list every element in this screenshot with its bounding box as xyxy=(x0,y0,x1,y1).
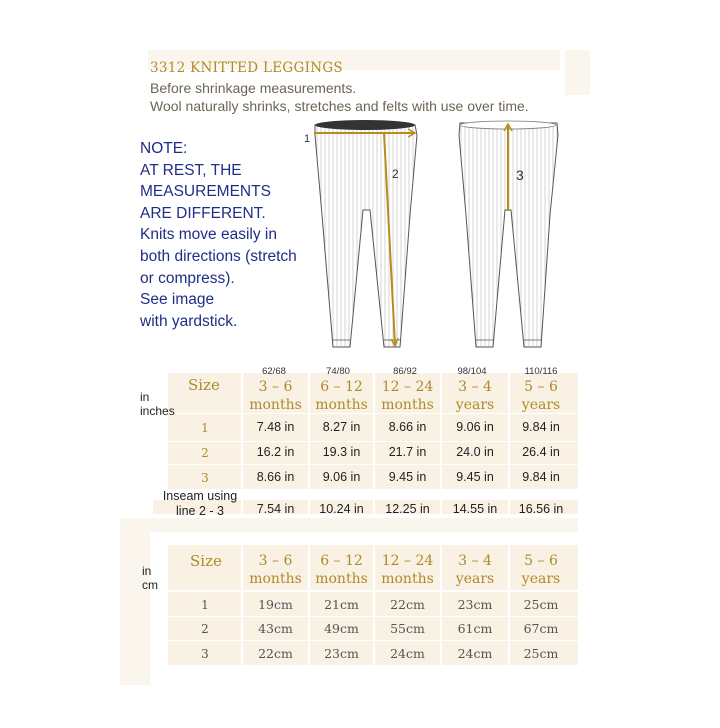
eu-size: 74/80 xyxy=(326,366,350,377)
table-cell: 26.4 in xyxy=(522,445,560,459)
table-cell: 9.84 in xyxy=(522,470,560,484)
note-line: MEASUREMENTS xyxy=(140,183,271,201)
table-cell: 16.56 in xyxy=(518,502,564,516)
table-cell: 16.2 in xyxy=(256,445,295,459)
table-cell: 23cm xyxy=(324,646,359,661)
column-header: 3 – 4 years xyxy=(455,379,495,413)
column-header: 5 – 6 years xyxy=(521,553,561,587)
row-label: 3 xyxy=(201,647,209,661)
table-cell: 8.27 in xyxy=(322,420,361,434)
table-cell: 9.84 in xyxy=(522,420,560,434)
row-label: 2 xyxy=(201,446,209,460)
column-header: 5 – 6 years xyxy=(521,379,561,413)
row-label: 3 xyxy=(201,471,209,485)
table-cell: 25cm xyxy=(523,646,559,661)
table-cell: 21cm xyxy=(324,597,359,612)
label-1: 1 xyxy=(304,133,311,145)
table-cell: 14.55 in xyxy=(452,502,498,516)
table-cell: 22cm xyxy=(258,646,293,661)
note-line: Knits move easily in xyxy=(140,226,277,244)
subtitle-line-1: Before shrinkage measurements. xyxy=(150,80,357,96)
column-header: 3 – 4 years xyxy=(455,553,495,587)
table-cell: 7.48 in xyxy=(256,420,295,434)
size-header: Size xyxy=(190,552,222,570)
eu-size: 98/104 xyxy=(457,366,487,377)
table-cell: 49cm xyxy=(324,621,359,636)
column-header: 6 – 12 months xyxy=(315,379,368,413)
unit-label-cm: in cm xyxy=(142,564,158,592)
corner-block xyxy=(565,50,590,95)
table-cell: 43cm xyxy=(258,621,293,636)
eu-size: 110/116 xyxy=(524,366,558,377)
subtitle-line-2: Wool naturally shrinks, stretches and felts with use over time. xyxy=(150,98,529,114)
table-cell: 9.45 in xyxy=(388,470,427,484)
table-cell: 8.66 in xyxy=(256,470,295,484)
column-header: 6 – 12 months xyxy=(315,553,368,587)
cm-top-bar xyxy=(120,518,578,532)
column-header: 3 – 6 months xyxy=(249,553,302,587)
row-label: 2 xyxy=(201,622,209,636)
table-cell: 23cm xyxy=(457,597,493,612)
table-cell: 67cm xyxy=(523,621,559,636)
table-cell: 24.0 in xyxy=(456,445,494,459)
front-legging xyxy=(315,120,417,347)
leggings-diagram xyxy=(300,115,570,355)
table-cell: 55cm xyxy=(390,621,425,636)
column-header: 3 – 6 months xyxy=(249,379,302,413)
inseam-label: Inseam using line 2 - 3 xyxy=(162,489,238,518)
note-line: NOTE: xyxy=(140,140,188,157)
cm-left-bar xyxy=(120,520,150,685)
note-line: both directions (stretch xyxy=(140,247,297,265)
table-cell: 8.66 in xyxy=(388,420,427,434)
note-line: See image xyxy=(140,291,215,309)
table-cell: 61cm xyxy=(457,621,493,636)
column-header: 12 – 24 months xyxy=(381,553,434,587)
note-line: AT REST, THE xyxy=(140,161,242,179)
table-cell: 12.25 in xyxy=(385,502,430,516)
table-cell: 10.24 in xyxy=(319,502,364,516)
page-title: 3312 KNITTED LEGGINGS xyxy=(150,60,343,76)
note-line: or compress). xyxy=(140,269,235,287)
table-cell: 22cm xyxy=(390,597,425,612)
row-label: 1 xyxy=(201,598,209,612)
table-cell: 9.06 in xyxy=(456,420,494,434)
label-2: 2 xyxy=(392,167,399,181)
row-label: 1 xyxy=(201,421,209,435)
table-cell: 19cm xyxy=(258,597,293,612)
table-cell: 9.06 in xyxy=(322,470,361,484)
note-line: ARE DIFFERENT. xyxy=(140,204,266,222)
table-cell: 21.7 in xyxy=(388,445,427,459)
label-3: 3 xyxy=(516,167,524,183)
table-cell: 24cm xyxy=(390,646,425,661)
unit-label-inches: in inches xyxy=(140,390,175,418)
table-cell: 19.3 in xyxy=(322,445,361,459)
note-line: with yardstick. xyxy=(140,312,238,330)
column-header: 12 – 24 months xyxy=(381,379,434,413)
table-cell: 25cm xyxy=(523,597,559,612)
eu-size: 62/68 xyxy=(262,366,286,377)
table-cell: 24cm xyxy=(457,646,493,661)
eu-size: 86/92 xyxy=(393,366,417,377)
table-cell: 9.45 in xyxy=(456,470,494,484)
table-cell: 7.54 in xyxy=(256,502,295,516)
size-header: Size xyxy=(188,376,220,394)
